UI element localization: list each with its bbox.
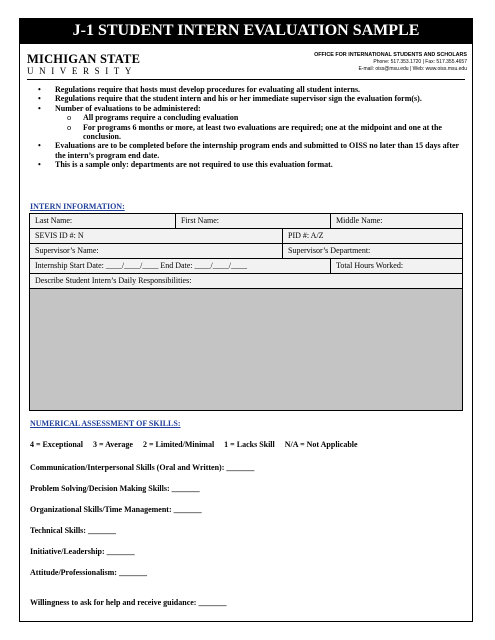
- last-name-field[interactable]: Last Name:: [35, 216, 73, 225]
- sevis-id-field[interactable]: SEVIS ID #: N: [35, 231, 84, 240]
- office-name: OFFICE FOR INTERNATIONAL STUDENTS AND SCHOLARS: [314, 52, 467, 58]
- list-item: • Evaluations are to be completed before the internship program ends and submitted to OISS no later than 15 days after the intern’s program end date.: [30, 141, 460, 160]
- skill-initiative[interactable]: Initiative/Leadership: _______: [30, 547, 135, 556]
- table-row: [30, 274, 462, 289]
- assessment-heading: NUMERICAL ASSESSMENT OF SKILLS:: [30, 419, 181, 428]
- logo-bottom-text: UNIVERSITY: [27, 66, 137, 76]
- sub-list-item: o All programs require a concluding evaluation: [30, 113, 460, 122]
- middle-name-field[interactable]: Middle Name:: [330, 214, 462, 228]
- header-divider: [27, 79, 465, 80]
- skill-communication[interactable]: Communication/Interpersonal Skills (Oral and Written): _______: [30, 463, 255, 472]
- list-item: • Number of evaluations to be administered:: [30, 104, 460, 113]
- pid-field[interactable]: PID #: A/Z: [282, 229, 462, 243]
- university-logo: [27, 52, 141, 77]
- table-row: [30, 244, 462, 259]
- skill-willingness[interactable]: Willingness to ask for help and receive guidance: _______: [30, 598, 227, 607]
- sub-list-item: o For programs 6 months or more, at least two evaluations are required; one at the midpoint and one at the conclusion.: [30, 123, 460, 142]
- table-row: [30, 214, 462, 229]
- internship-dates-field[interactable]: Internship Start Date: ____/____/____ End Date: ____/____/____: [35, 261, 247, 270]
- supervisor-name-field[interactable]: Supervisor’s Name:: [35, 246, 99, 255]
- title-text: J-1 STUDENT INTERN EVALUATION SAMPLE: [72, 22, 420, 39]
- rating-scale: 4 = Exceptional 3 = Average 2 = Limited/Minimal 1 = Lacks Skill N/A = Not Applicable: [30, 440, 358, 449]
- total-hours-field[interactable]: Total Hours Worked:: [330, 259, 462, 273]
- list-item: • This is a sample only: departments are not required to use this evaluation format.: [30, 160, 460, 169]
- office-block: [314, 51, 467, 73]
- table-row: [30, 229, 462, 244]
- skill-problem-solving[interactable]: Problem Solving/Decision Making Skills: _______: [30, 484, 200, 493]
- form-title: [19, 18, 473, 44]
- office-phone: Phone: 517.353.1720 | Fax: 517.355.4657: [373, 59, 467, 65]
- responsibilities-textarea[interactable]: [30, 289, 462, 410]
- first-name-field[interactable]: First Name:: [175, 214, 330, 228]
- office-contact: E-mail: oiss@msu.edu | Web: www.oiss.msu.edu: [358, 66, 467, 72]
- skill-organizational[interactable]: Organizational Skills/Time Management: _______: [30, 505, 202, 514]
- list-item: • Regulations require that hosts must develop procedures for evaluating all student interns.: [30, 85, 460, 94]
- skill-attitude[interactable]: Attitude/Professionalism: _______: [30, 568, 147, 577]
- logo-top-text: MICHIGAN STATE: [27, 52, 141, 66]
- list-item: • Regulations require that the student intern and his or her immediate supervisor sign the evaluation form(s).: [30, 94, 460, 103]
- supervisor-department-field[interactable]: Supervisor’s Department:: [282, 244, 462, 258]
- intern-info-heading: INTERN INFORMATION:: [30, 202, 125, 211]
- table-row: [30, 259, 462, 274]
- intern-info-table: [29, 213, 463, 411]
- skill-technical[interactable]: Technical Skills: _______: [30, 526, 116, 535]
- responsibilities-label: Describe Student Intern’s Daily Responsibilities:: [35, 276, 192, 285]
- instructions-list: [30, 85, 460, 170]
